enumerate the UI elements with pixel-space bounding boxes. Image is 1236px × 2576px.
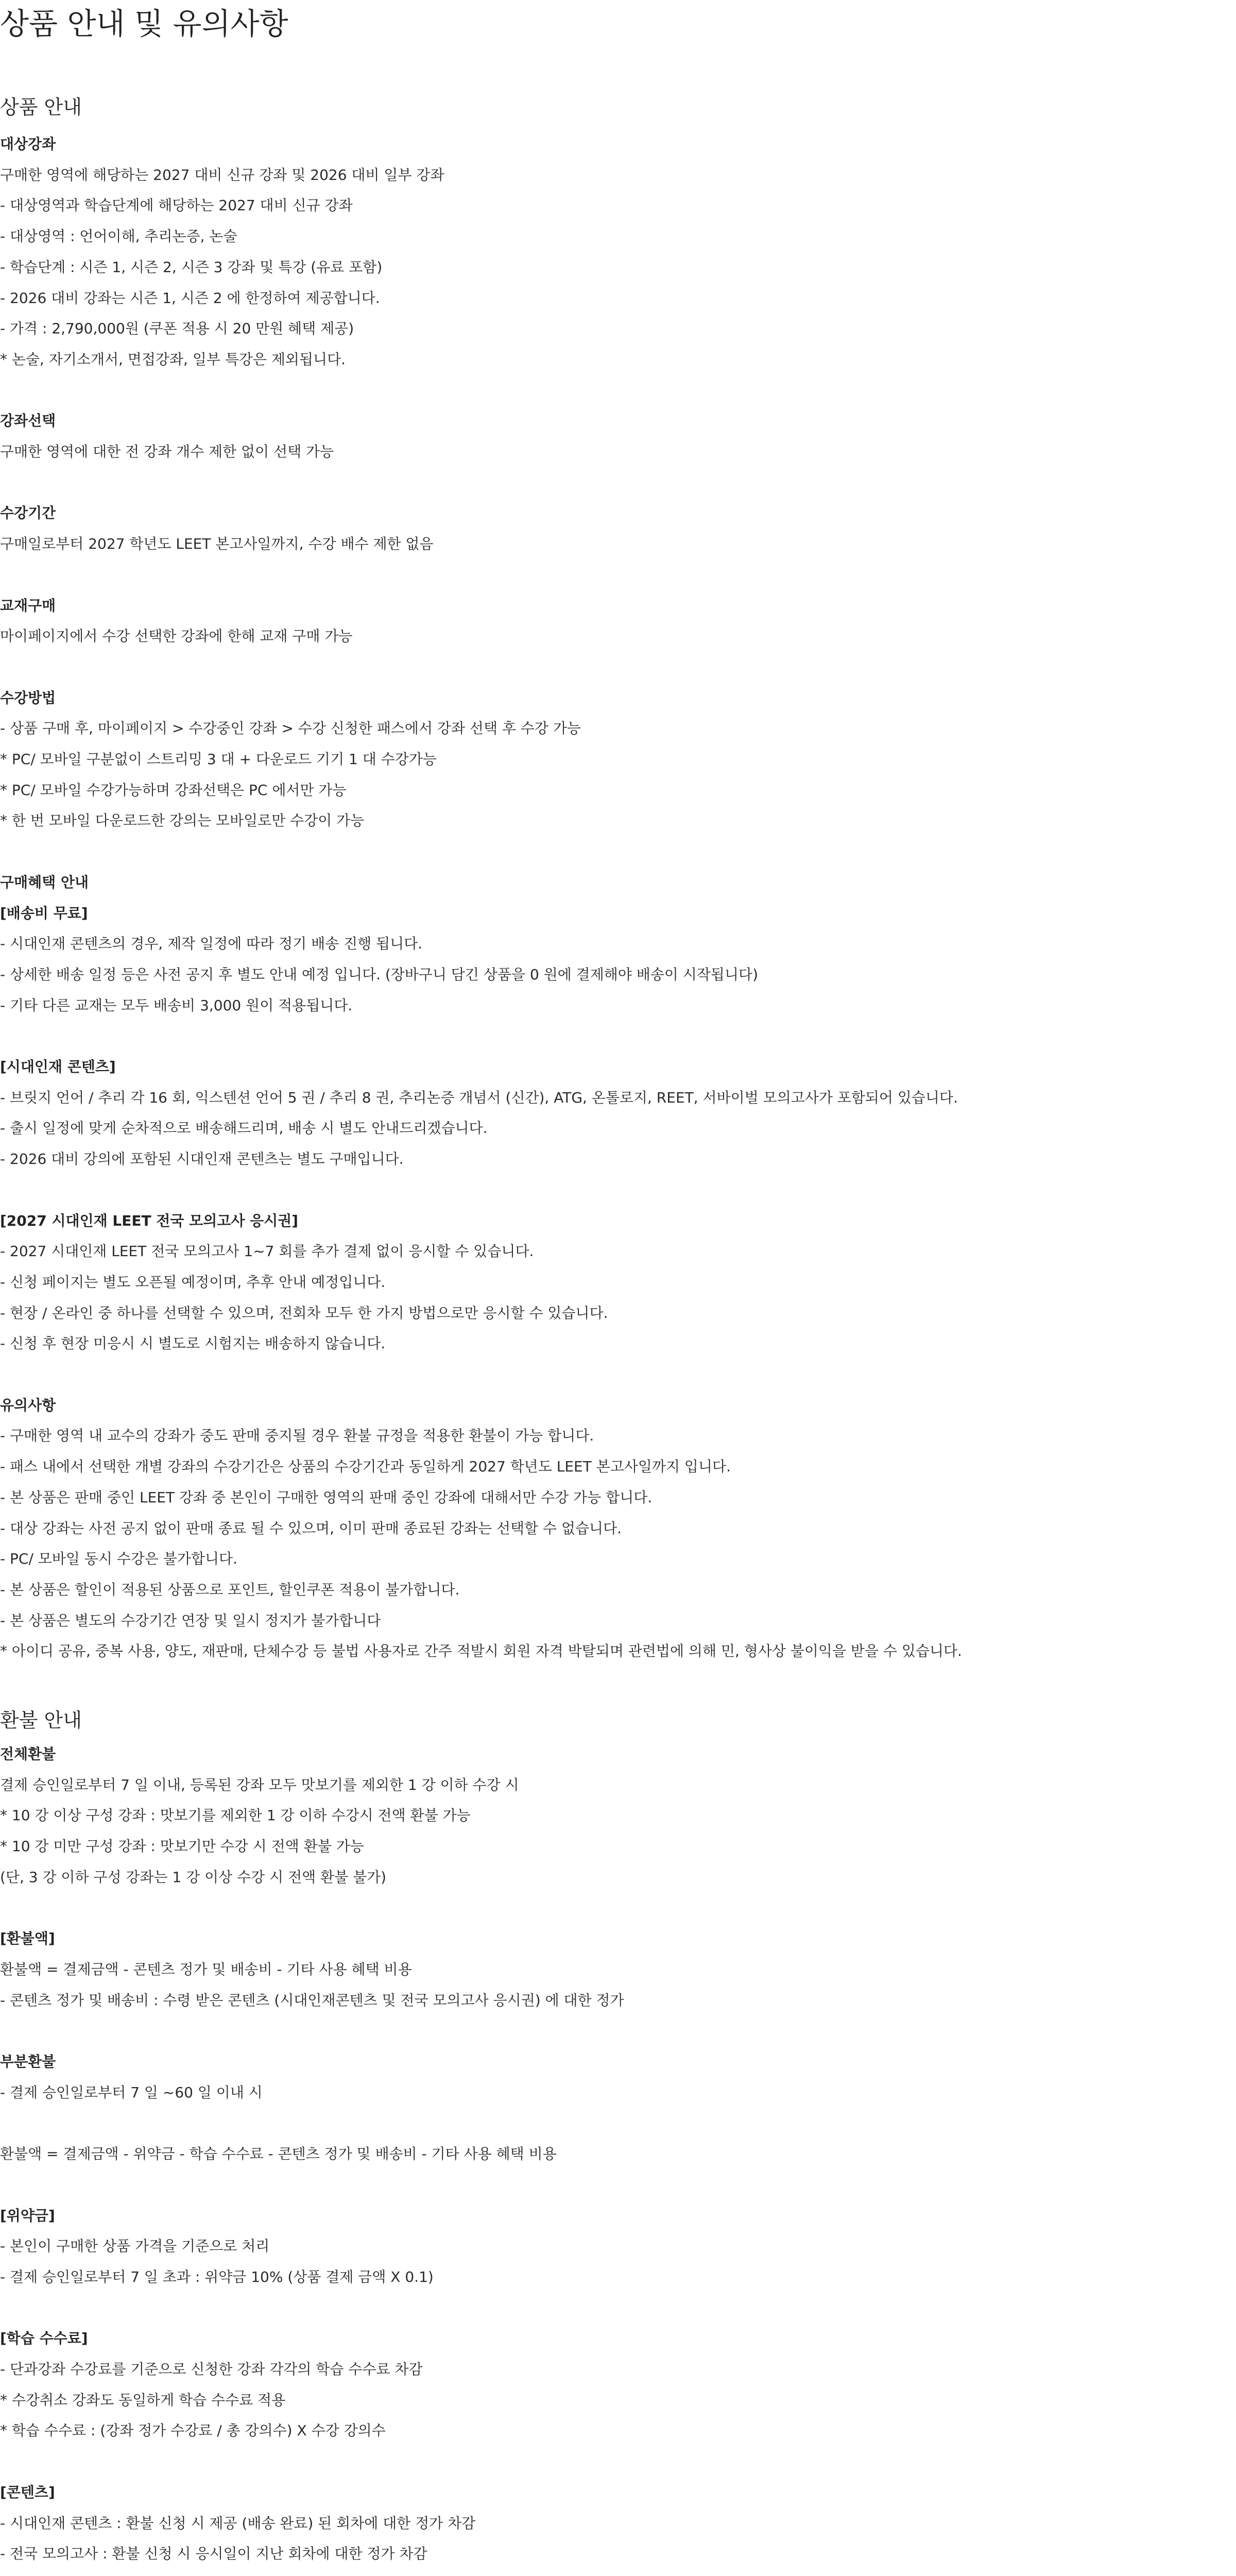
text-line: * 논술, 자기소개서, 면접강좌, 일부 특강은 제외됩니다. xyxy=(0,350,346,368)
text-line: - 학습단계 : 시즌 1, 시즌 2, 시즌 3 강좌 및 특강 (유료 포함) xyxy=(0,258,383,276)
text-line: 구매한 영역에 해당하는 2027 대비 신규 강좌 및 2026 대비 일부 강좌 xyxy=(0,166,444,183)
text-line: - PC/ 모바일 동시 수강은 불가합니다. xyxy=(0,1550,238,1568)
text-line: - 단과강좌 수강료를 기준으로 신청한 강좌 각각의 학습 수수료 차감 xyxy=(0,2361,423,2378)
text-line: - 결제 승인일로부터 7 일 ~60 일 이내 시 xyxy=(0,2083,263,2101)
learning-fee-heading: [학습 수수료] xyxy=(0,2330,88,2347)
text-line: 구매일로부터 2027 학년도 LEET 본고사일까지, 수강 배수 제한 없음 xyxy=(0,535,434,553)
text-line: - 콘텐츠 정가 및 배송비 : 수령 받은 콘텐츠 (시대인재콘텐츠 및 전국 모의고사 응시권) 에 대한 정가 xyxy=(0,1991,624,2009)
text-line: - 2026 대비 강의에 포함된 시대인재 콘텐츠는 별도 구매입니다. xyxy=(0,1150,404,1168)
text-line: - 출시 일정에 맞게 순차적으로 배송해드리며, 배송 시 별도 안내드리겠습니다. xyxy=(0,1120,488,1137)
text-line: - 신청 후 현장 미응시 시 별도로 시험지는 배송하지 않습니다. xyxy=(0,1335,386,1352)
text-line: - 패스 내에서 선택한 개별 강좌의 수강기간은 상품의 수강기간과 동일하게 2027 학년도 LEET 본고사일까지 입니다. xyxy=(0,1458,731,1476)
full-refund-heading: 전체환불 xyxy=(0,1745,56,1762)
textbook-purchase-heading: 교재구매 xyxy=(0,597,56,614)
page-title: 상품 안내 및 유의사항 xyxy=(0,6,288,41)
text-line: 환불액 = 결제금액 - 콘텐츠 정가 및 배송비 - 기타 사용 혜택 비용 xyxy=(0,1960,412,1978)
text-line: * 10 강 미만 구성 강좌 : 맛보기만 수강 시 전액 환불 가능 xyxy=(0,1838,364,1855)
section-title-product: 상품 안내 xyxy=(0,96,82,118)
text-line: - 대상영역과 학습단계에 해당하는 2027 대비 신규 강좌 xyxy=(0,197,353,214)
text-line: - 본 상품은 별도의 수강기간 연장 및 일시 정지가 불가합니다 xyxy=(0,1612,381,1629)
text-line: * PC/ 모바일 수강가능하며 강좌선택은 PC 에서만 가능 xyxy=(0,781,347,799)
text-line: - 구매한 영역 내 교수의 강좌가 중도 판매 중지될 경우 환불 규정을 적용한 환불이 가능 합니다. xyxy=(0,1427,594,1445)
text-line: - 대상 강좌는 사전 공지 없이 판매 종료 될 수 있으며, 이미 판매 종료된 강좌는 선택할 수 없습니다. xyxy=(0,1519,622,1537)
text-line: - 상품 구매 후, 마이페이지 > 수강중인 강좌 > 수강 신청한 패스에서 강좌 선택 후 수강 가능 xyxy=(0,720,581,737)
text-line: - 신청 페이지는 별도 오픈될 예정이며, 추후 안내 예정입니다. xyxy=(0,1273,386,1291)
partial-refund-heading: 부분환불 xyxy=(0,2053,56,2070)
section-title-refund: 환불 안내 xyxy=(0,1709,82,1732)
purchase-benefit-heading: 구매혜택 안내 xyxy=(0,873,89,891)
text-line: * PC/ 모바일 구분없이 스트리밍 3 대 + 다운로드 기기 1 대 수강가능 xyxy=(0,751,437,768)
text-line: - 본 상품은 할인이 적용된 상품으로 포인트, 할인쿠폰 적용이 불가합니다. xyxy=(0,1581,460,1598)
text-line: - 상세한 배송 일정 등은 사전 공지 후 별도 안내 예정 입니다. (장바구니 담긴 상품을 0 원에 결제해야 배송이 시작됩니다) xyxy=(0,965,758,983)
free-shipping-heading: [배송비 무료] xyxy=(0,904,88,922)
penalty-heading: [위약금] xyxy=(0,2207,55,2224)
text-line: * 수강취소 강좌도 동일하게 학습 수수료 적용 xyxy=(0,2391,286,2409)
study-period-heading: 수강기간 xyxy=(0,504,56,522)
text-line: - 본 상품은 판매 중인 LEET 강좌 중 본인이 구매한 영역의 판매 중인 강좌에 대해서만 수강 가능 합니다. xyxy=(0,1488,653,1506)
target-courses-heading: 대상강좌 xyxy=(0,135,56,152)
text-line: * 학습 수수료 : (강좌 정가 수강료 / 총 강의수) X 수강 강의수 xyxy=(0,2422,386,2439)
text-line: - 브릿지 언어 / 추리 각 16 회, 익스텐션 언어 5 권 / 추리 8 권, 추리논증 개념서 (신간), ATG, 온톨로지, REET, 서바이벌 모의고사가 포함되어 있습니다. xyxy=(0,1089,958,1106)
caution-heading: 유의사항 xyxy=(0,1396,56,1414)
text-line: - 2027 시대인재 LEET 전국 모의고사 1~7 회를 추가 결제 없이 응시할 수 있습니다. xyxy=(0,1243,534,1260)
text-line: - 가격 : 2,790,000원 (쿠폰 적용 시 20 만원 혜택 제공) xyxy=(0,320,354,337)
text-line: (단, 3 강 이하 구성 강좌는 1 강 이상 수강 시 전액 환불 불가) xyxy=(0,1868,387,1886)
text-line: * 10 강 이상 구성 강좌 : 맛보기를 제외한 1 강 이하 수강시 전액 환불 가능 xyxy=(0,1807,471,1824)
text-line: - 현장 / 온라인 중 하나를 선택할 수 있으며, 전회차 모두 한 가지 방법으로만 응시할 수 있습니다. xyxy=(0,1304,608,1321)
text-line: 구매한 영역에 대한 전 강좌 개수 제한 없이 선택 가능 xyxy=(0,443,334,460)
mock-exam-ticket-heading: [2027 시대인재 LEET 전국 모의고사 응시권] xyxy=(0,1212,299,1229)
refund-contents-heading: [콘텐츠] xyxy=(0,2483,55,2501)
text-line: - 본인이 구매한 상품 가격을 기준으로 처리 xyxy=(0,2238,270,2255)
study-method-heading: 수강방법 xyxy=(0,689,56,706)
text-line: - 결제 승인일로부터 7 일 초과 : 위약금 10% (상품 결제 금액 X 0.1) xyxy=(0,2268,434,2285)
text-line: - 기타 다른 교재는 모두 배송비 3,000 원이 적용됩니다. xyxy=(0,996,353,1014)
text-line: - 2026 대비 강좌는 시즌 1, 시즌 2 에 한정하여 제공합니다. xyxy=(0,289,380,307)
text-line: - 시대인재 콘텐츠의 경우, 제작 일정에 따라 정기 배송 진행 됩니다. xyxy=(0,935,423,953)
text-line: 환불액 = 결제금액 - 위약금 - 학습 수수료 - 콘텐츠 정가 및 배송비 - 기타 사용 혜택 비용 xyxy=(0,2145,557,2163)
text-line: 결제 승인일로부터 7 일 이내, 등록된 강좌 모두 맛보기를 제외한 1 강 이하 수강 시 xyxy=(0,1776,519,1793)
text-line: - 전국 모의고사 : 환불 신청 시 응시일이 지난 회차에 대한 정가 차감 xyxy=(0,2545,427,2563)
text-line: - 시대인재 콘텐츠 : 환불 신청 시 제공 (배송 완료) 된 회차에 대한 정가 차감 xyxy=(0,2514,476,2532)
course-selection-heading: 강좌선택 xyxy=(0,412,56,430)
text-line: * 아이디 공유, 중복 사용, 양도, 재판매, 단체수강 등 불법 사용자로 간주 적발시 회원 자격 박탈되며 관련법에 의해 민, 형사상 불이익을 받을 수 있습니다. xyxy=(0,1642,962,1660)
text-line: 마이페이지에서 수강 선택한 강좌에 한해 교재 구매 가능 xyxy=(0,628,353,645)
text-line: * 한 번 모바일 다운로드한 강의는 모바일로만 수강이 가능 xyxy=(0,812,365,829)
sidae-contents-heading: [시대인재 콘텐츠] xyxy=(0,1058,116,1075)
refund-amount-heading: [환불액] xyxy=(0,1930,55,1947)
text-line: - 대상영역 : 언어이해, 추리논증, 논술 xyxy=(0,228,237,245)
